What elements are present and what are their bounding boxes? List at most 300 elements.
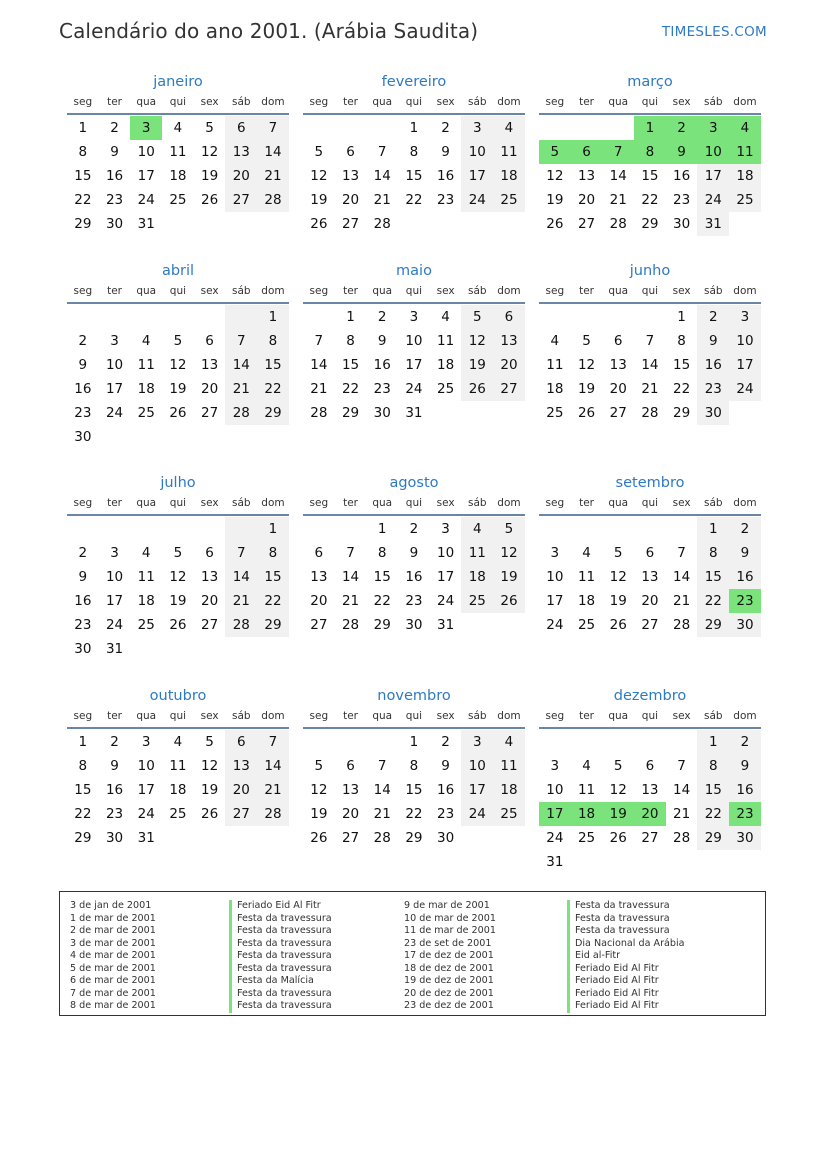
day-cell: 18 [546,381,564,397]
day-cell: 3 [729,305,761,329]
empty-cell [194,517,226,541]
day-cell: 1 [409,120,419,136]
empty-cell [194,212,226,236]
day-cell: 24 [546,830,564,846]
day-cell: 23 [105,806,124,822]
day-cell: 10 [461,754,493,778]
day-cell: 24 [461,802,493,826]
day-cell: 9 [441,758,450,774]
day-cell: 31 [137,216,155,232]
day-cell: 20 [225,164,257,188]
empty-cell [257,425,289,449]
empty-cell [602,116,634,140]
site-link[interactable]: TIMESLES.COM [661,24,767,40]
weekday-label: seg [309,710,329,722]
day-cell: 29 [257,613,289,637]
day-cell: 18 [137,593,155,609]
day-grid [539,116,761,236]
month-title: setembro [615,475,685,491]
day-cell: 6 [225,116,257,140]
day-cell: 7 [257,730,289,754]
day-cell: 29 [257,401,289,425]
day-cell: 30 [673,216,691,232]
day-cell: 11 [577,782,596,798]
day-cell: 24 [437,593,455,609]
empty-cell [303,730,335,754]
day-cell: 13 [341,782,360,798]
empty-cell [634,517,666,541]
month-fevereiro [303,71,525,236]
day-cell: 23 [697,377,729,401]
day-cell: 14 [373,782,391,798]
day-cell: 26 [201,192,219,208]
day-cell: 24 [697,188,729,212]
weekday-label: sex [200,96,219,108]
weekday-label: qui [169,285,187,297]
day-cell: 23 [673,192,691,208]
empty-cell [225,637,257,661]
weekday-label: ter [579,285,594,297]
day-cell: 12 [609,569,627,585]
holiday-name: Festa da travessura [237,937,332,949]
holiday-name: Feriado Eid Al Fitr [575,975,659,986]
day-cell: 21 [225,589,257,613]
month-maio [303,260,525,425]
holiday-name: Festa da travessura [237,987,332,999]
day-cell: 2 [377,309,387,325]
holiday-date: 8 de mar de 2001 [70,1000,156,1011]
weekday-header [539,494,761,516]
day-cell: 17 [461,164,493,188]
day-cell: 26 [169,405,187,421]
weekday-label: ter [579,96,594,108]
day-cell: 19 [493,565,525,589]
day-cell: 20 [201,381,219,397]
empty-cell [493,613,525,637]
day-cell: 18 [169,168,187,184]
holiday-date: 11 de mar de 2001 [404,925,496,936]
day-cell: 6 [205,545,214,561]
empty-cell [162,425,194,449]
day-cell: 16 [405,569,423,585]
weekday-label: qua [608,497,629,509]
day-cell: 30 [729,613,761,637]
empty-cell [194,637,226,661]
day-cell: 29 [697,613,729,637]
day-cell: 19 [602,802,634,826]
day-cell: 23 [373,381,391,397]
day-cell: 11 [461,541,493,565]
day-cell: 24 [405,381,423,397]
day-cell: 5 [205,120,214,136]
day-cell: 5 [582,333,591,349]
month-novembro [303,685,525,850]
month-title: novembro [377,688,451,704]
day-cell: 13 [609,357,627,373]
day-cell: 13 [641,569,659,585]
day-cell: 22 [341,381,360,397]
day-cell: 16 [437,782,455,798]
day-cell: 19 [169,593,187,609]
weekday-label: ter [579,497,594,509]
empty-cell [539,116,571,140]
day-cell: 21 [373,806,391,822]
day-cell: 18 [493,778,525,802]
weekday-header [303,282,525,304]
day-cell: 8 [257,329,289,353]
day-cell: 15 [257,353,289,377]
weekday-label: qui [405,96,423,108]
day-cell: 12 [577,357,596,373]
weekday-label: qua [608,285,629,297]
weekday-header [303,494,525,516]
day-cell: 27 [201,617,219,633]
day-cell: 26 [609,830,627,846]
month-outubro [67,685,289,850]
empty-cell [539,730,571,754]
weekday-label: qua [372,497,393,509]
weekday-label: ter [579,710,594,722]
month-março [539,71,761,236]
page-title: Calendário do ano 2001. (Arábia Saudita) [59,19,479,43]
weekday-label: seg [309,497,329,509]
day-cell: 8 [377,545,387,561]
empty-cell [666,517,698,541]
day-cell: 12 [493,541,525,565]
empty-cell [430,212,462,236]
day-cell: 25 [169,192,187,208]
holiday-name: Festa da travessura [237,1000,332,1011]
day-cell: 10 [105,357,124,373]
holiday-name: Festa da travessura [575,900,670,911]
weekday-label: seg [545,96,565,108]
day-cell: 3 [697,116,729,140]
empty-cell [257,826,289,850]
day-cell: 3 [110,333,119,349]
holiday-name: Festa da travessura [237,912,332,924]
weekday-label: seg [73,710,93,722]
day-cell: 7 [377,758,387,774]
day-cell: 10 [546,782,564,798]
month-title: dezembro [613,688,687,704]
weekday-header [67,282,289,304]
weekday-label: sáb [703,497,723,509]
day-cell: 1 [78,734,88,750]
day-cell: 2 [409,521,419,537]
day-cell: 27 [310,617,328,633]
day-cell: 8 [409,758,419,774]
day-cell: 12 [201,758,219,774]
holiday-name: Festa da travessura [237,950,332,961]
day-cell: 6 [493,305,525,329]
empty-cell [461,613,493,637]
day-cell: 3 [409,309,419,325]
empty-cell [194,826,226,850]
empty-cell [729,850,761,874]
day-cell: 5 [173,333,183,349]
holiday-date: 23 de set de 2001 [404,937,492,949]
day-cell: 1 [346,309,355,325]
empty-cell [225,517,257,541]
day-cell: 14 [310,357,328,373]
day-cell: 29 [673,405,691,421]
weekday-label: sáb [467,497,487,509]
empty-cell [99,305,131,329]
month-junho [539,260,761,425]
day-cell: 18 [577,593,596,609]
day-cell: 20 [493,353,525,377]
day-cell: 23 [437,192,455,208]
weekday-label: qua [372,285,393,297]
weekday-label: seg [309,96,329,108]
weekday-label: sáb [231,285,251,297]
holiday-date: 1 de mar de 2001 [70,912,156,924]
day-cell: 25 [729,188,761,212]
day-cell: 10 [546,569,564,585]
day-cell: 20 [225,778,257,802]
day-cell: 15 [74,782,92,798]
day-cell: 26 [310,216,328,232]
day-cell: 15 [697,778,729,802]
empty-cell [602,517,634,541]
day-cell: 27 [341,830,360,846]
day-grid [67,305,289,449]
day-cell: 4 [493,730,525,754]
weekday-label: seg [73,96,93,108]
holiday-name: Festa da travessura [237,925,332,936]
empty-cell [162,212,194,236]
day-cell: 13 [225,140,257,164]
day-cell: 21 [673,593,691,609]
weekday-label: sex [672,96,691,108]
day-cell: 30 [373,405,391,421]
day-cell: 19 [169,381,187,397]
day-cell: 3 [550,545,560,561]
empty-cell [634,850,666,874]
day-cell: 4 [141,545,151,561]
empty-cell [225,305,257,329]
day-cell: 10 [437,545,455,561]
day-cell: 6 [346,144,355,160]
day-cell: 26 [609,617,627,633]
day-grid [539,730,761,874]
weekday-header [303,707,525,729]
day-cell: 28 [373,830,391,846]
day-cell: 17 [437,569,455,585]
day-cell: 18 [437,357,455,373]
day-cell: 26 [461,377,493,401]
day-cell: 23 [729,802,761,826]
day-cell: 2 [441,734,450,750]
day-cell: 14 [257,754,289,778]
empty-cell [225,826,257,850]
holiday-name: Festa da Malícia [237,975,314,986]
day-cell: 19 [310,192,328,208]
day-cell: 1 [634,116,666,140]
day-cell: 15 [673,357,691,373]
day-cell: 2 [729,730,761,754]
weekday-label: sex [436,497,455,509]
day-cell: 19 [609,593,627,609]
weekday-label: qua [136,285,157,297]
day-cell: 27 [225,188,257,212]
day-cell: 22 [405,192,423,208]
day-cell: 17 [105,381,124,397]
day-cell: 20 [634,802,666,826]
empty-cell [461,826,493,850]
day-cell: 29 [641,216,659,232]
empty-cell [162,637,194,661]
day-cell: 25 [577,830,596,846]
day-cell: 1 [409,734,419,750]
day-cell: 21 [310,381,328,397]
day-cell: 23 [105,192,124,208]
day-cell: 6 [613,333,623,349]
weekday-label: sex [672,497,691,509]
weekday-label: ter [343,285,358,297]
day-cell: 31 [546,854,564,870]
weekday-label: sáb [703,285,723,297]
day-grid [539,305,761,425]
day-cell: 15 [641,168,659,184]
day-cell: 7 [314,333,324,349]
day-cell: 4 [141,333,151,349]
empty-cell [99,517,131,541]
day-grid [303,116,525,236]
day-cell: 19 [201,168,219,184]
day-cell: 4 [582,545,591,561]
day-cell: 17 [729,353,761,377]
month-title: março [627,74,673,90]
day-cell: 16 [105,168,124,184]
day-cell: 23 [405,593,423,609]
empty-cell [634,730,666,754]
month-title: agosto [389,475,439,491]
day-cell: 15 [405,168,423,184]
weekday-label: dom [497,96,521,108]
empty-cell [398,212,430,236]
weekday-label: seg [73,285,93,297]
day-cell: 27 [225,802,257,826]
day-cell: 4 [461,517,493,541]
day-cell: 28 [341,617,360,633]
day-cell: 19 [461,353,493,377]
empty-cell [539,305,571,329]
empty-cell [602,850,634,874]
weekday-label: qua [136,497,157,509]
day-cell: 11 [169,144,187,160]
day-cell: 15 [697,565,729,589]
weekday-label: sáb [703,96,723,108]
day-cell: 12 [310,168,328,184]
day-cell: 28 [373,216,391,232]
day-cell: 8 [697,754,729,778]
day-cell: 13 [341,168,360,184]
day-cell: 18 [461,565,493,589]
day-cell: 21 [257,778,289,802]
day-cell: 9 [697,329,729,353]
day-cell: 2 [697,305,729,329]
day-cell: 22 [257,589,289,613]
day-cell: 29 [341,405,360,421]
day-cell: 28 [225,613,257,637]
day-cell: 2 [78,333,88,349]
empty-cell [162,826,194,850]
day-cell: 13 [201,569,219,585]
holiday-name: Dia Nacional da Arábia [575,937,685,949]
weekday-label: qui [641,710,659,722]
day-cell: 9 [110,144,119,160]
day-cell: 23 [729,589,761,613]
day-cell: 9 [729,541,761,565]
weekday-header [67,707,289,729]
day-cell: 22 [373,593,391,609]
weekday-label: qui [169,96,187,108]
day-cell: 15 [405,782,423,798]
empty-cell [461,212,493,236]
day-cell: 20 [641,593,659,609]
day-cell: 27 [641,830,659,846]
day-cell: 11 [729,140,761,164]
empty-cell [571,116,603,140]
day-cell: 16 [673,168,691,184]
day-cell: 20 [609,381,627,397]
empty-cell [634,305,666,329]
day-cell: 26 [493,589,525,613]
day-cell: 27 [341,216,360,232]
holiday-date: 20 de dez de 2001 [404,987,494,999]
day-cell: 30 [437,830,455,846]
empty-cell [571,850,603,874]
empty-cell [99,425,131,449]
weekday-label: sáb [703,710,723,722]
weekday-label: qui [641,96,659,108]
weekday-label: dom [261,497,285,509]
day-cell: 14 [641,357,659,373]
empty-cell [303,517,335,541]
weekday-label: qui [405,710,423,722]
empty-cell [303,305,335,329]
weekday-label: qui [641,497,659,509]
day-cell: 3 [110,545,119,561]
day-cell: 20 [577,192,596,208]
empty-cell [130,637,162,661]
day-cell: 8 [78,758,88,774]
holiday-names-column-1 [229,900,332,1013]
empty-cell [194,305,226,329]
day-cell: 29 [405,830,423,846]
day-cell: 13 [641,782,659,798]
weekday-label: sex [436,285,455,297]
day-cell: 24 [546,617,564,633]
day-cell: 6 [205,333,214,349]
holiday-list [59,891,766,1016]
empty-cell [335,730,367,754]
day-cell: 25 [577,617,596,633]
weekday-label: sex [672,710,691,722]
day-grid [539,517,761,637]
day-cell: 16 [729,778,761,802]
day-cell: 9 [729,754,761,778]
weekday-label: dom [261,96,285,108]
day-cell: 31 [437,617,455,633]
empty-cell [493,212,525,236]
holiday-date: 7 de mar de 2001 [70,987,156,999]
holiday-dates-column-1 [70,900,156,1013]
month-abril [67,260,289,449]
day-cell: 1 [257,517,289,541]
weekday-label: sáb [231,96,251,108]
